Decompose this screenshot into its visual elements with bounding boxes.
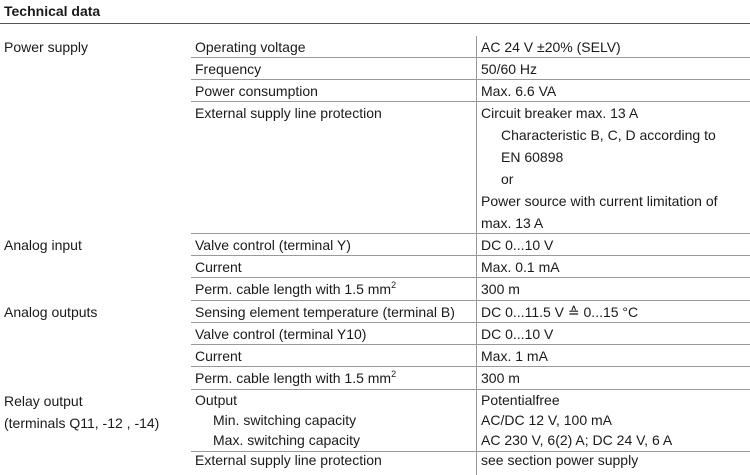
value-line: max. 13 A xyxy=(481,215,544,231)
column-divider xyxy=(476,256,477,278)
param-valve-control-y: Valve control (terminal Y) xyxy=(195,237,351,253)
param-cable-length-output xyxy=(195,367,396,389)
param-current-output: Current xyxy=(195,348,242,364)
superscript-2: 2 xyxy=(391,369,397,379)
value-line: or xyxy=(501,171,514,187)
column-divider xyxy=(476,58,477,80)
param-max-switching: Max. switching capacity xyxy=(213,432,361,448)
value-power-consumption: Max. 6.6 VA xyxy=(481,83,557,99)
column-divider xyxy=(476,323,477,345)
value-line: Characteristic B, C, D according to xyxy=(501,127,716,143)
group-label-power-supply: Power supply xyxy=(4,39,89,55)
group-label-relay-output xyxy=(4,390,159,434)
relay-params xyxy=(195,390,382,470)
value-max-switching: AC 230 V, 6(2) A; DC 24 V, 6 A xyxy=(481,432,673,448)
table-row xyxy=(0,323,750,345)
param-min-switching: Min. switching capacity xyxy=(213,412,357,428)
technical-data-table xyxy=(0,36,750,475)
value-line: Circuit breaker max. 13 A xyxy=(481,105,639,121)
relay-label-line: Relay output xyxy=(4,393,83,409)
superscript-2: 2 xyxy=(391,280,397,290)
value-min-switching: AC/DC 12 V, 100 mA xyxy=(481,412,612,428)
column-divider xyxy=(476,80,477,102)
table-row xyxy=(0,390,750,475)
value-valve-control-y: DC 0...10 V xyxy=(481,237,554,253)
param-cable-length-input xyxy=(195,278,396,300)
param-relay-protection: External supply line protection xyxy=(195,452,382,468)
group-label-analog-outputs: Analog outputs xyxy=(4,304,98,320)
cable-length-text: Perm. cable length with 1.5 mm xyxy=(195,370,392,386)
title-divider xyxy=(0,23,750,24)
column-divider xyxy=(476,36,477,58)
group-label-analog-input: Analog input xyxy=(4,237,82,253)
value-frequency: 50/60 Hz xyxy=(481,61,538,77)
value-line: EN 60898 xyxy=(501,149,564,165)
value-current-output: Max. 1 mA xyxy=(481,348,548,364)
param-valve-control-y10: Valve control (terminal Y10) xyxy=(195,326,367,342)
cable-length-text: Perm. cable length with 1.5 mm xyxy=(195,281,392,297)
table-row xyxy=(0,102,750,234)
column-divider xyxy=(476,345,477,367)
value-operating-voltage: AC 24 V ±20% (SELV) xyxy=(481,39,621,55)
section-title: Technical data xyxy=(4,3,101,19)
table-row xyxy=(0,58,750,80)
value-external-protection xyxy=(481,102,718,234)
table-row xyxy=(0,256,750,278)
param-current-input: Current xyxy=(195,259,242,275)
param-sensing-element: Sensing element temperature (terminal B) xyxy=(195,304,455,320)
value-valve-control-y10: DC 0...10 V xyxy=(481,326,554,342)
value-cable-length-output: 300 m xyxy=(481,370,520,386)
table-row xyxy=(0,80,750,102)
value-cable-length-input: 300 m xyxy=(481,281,520,297)
value-relay-protection: see section power supply xyxy=(481,452,639,468)
param-operating-voltage: Operating voltage xyxy=(195,39,306,55)
column-divider xyxy=(476,301,477,323)
table-row xyxy=(0,345,750,367)
param-external-protection: External supply line protection xyxy=(195,105,382,121)
column-divider xyxy=(476,102,477,234)
column-divider xyxy=(476,234,477,256)
column-divider xyxy=(476,278,477,301)
column-divider xyxy=(476,390,477,475)
relay-label-line: (terminals Q11, -12 , -14) xyxy=(4,415,160,431)
value-current-input: Max. 0.1 mA xyxy=(481,259,560,275)
table-row xyxy=(0,234,750,256)
param-frequency: Frequency xyxy=(195,61,262,77)
table-row xyxy=(0,278,750,301)
param-output: Output xyxy=(195,392,238,408)
table-row xyxy=(0,367,750,390)
table-row xyxy=(0,301,750,323)
param-power-consumption: Power consumption xyxy=(195,83,318,99)
table-row xyxy=(0,36,750,58)
value-sensing-element: DC 0...11.5 V ≙ 0...15 °C xyxy=(481,304,639,320)
relay-values xyxy=(481,390,672,470)
value-line: Power source with current limitation of xyxy=(481,193,718,209)
value-output: Potentialfree xyxy=(481,392,560,408)
column-divider xyxy=(476,367,477,390)
